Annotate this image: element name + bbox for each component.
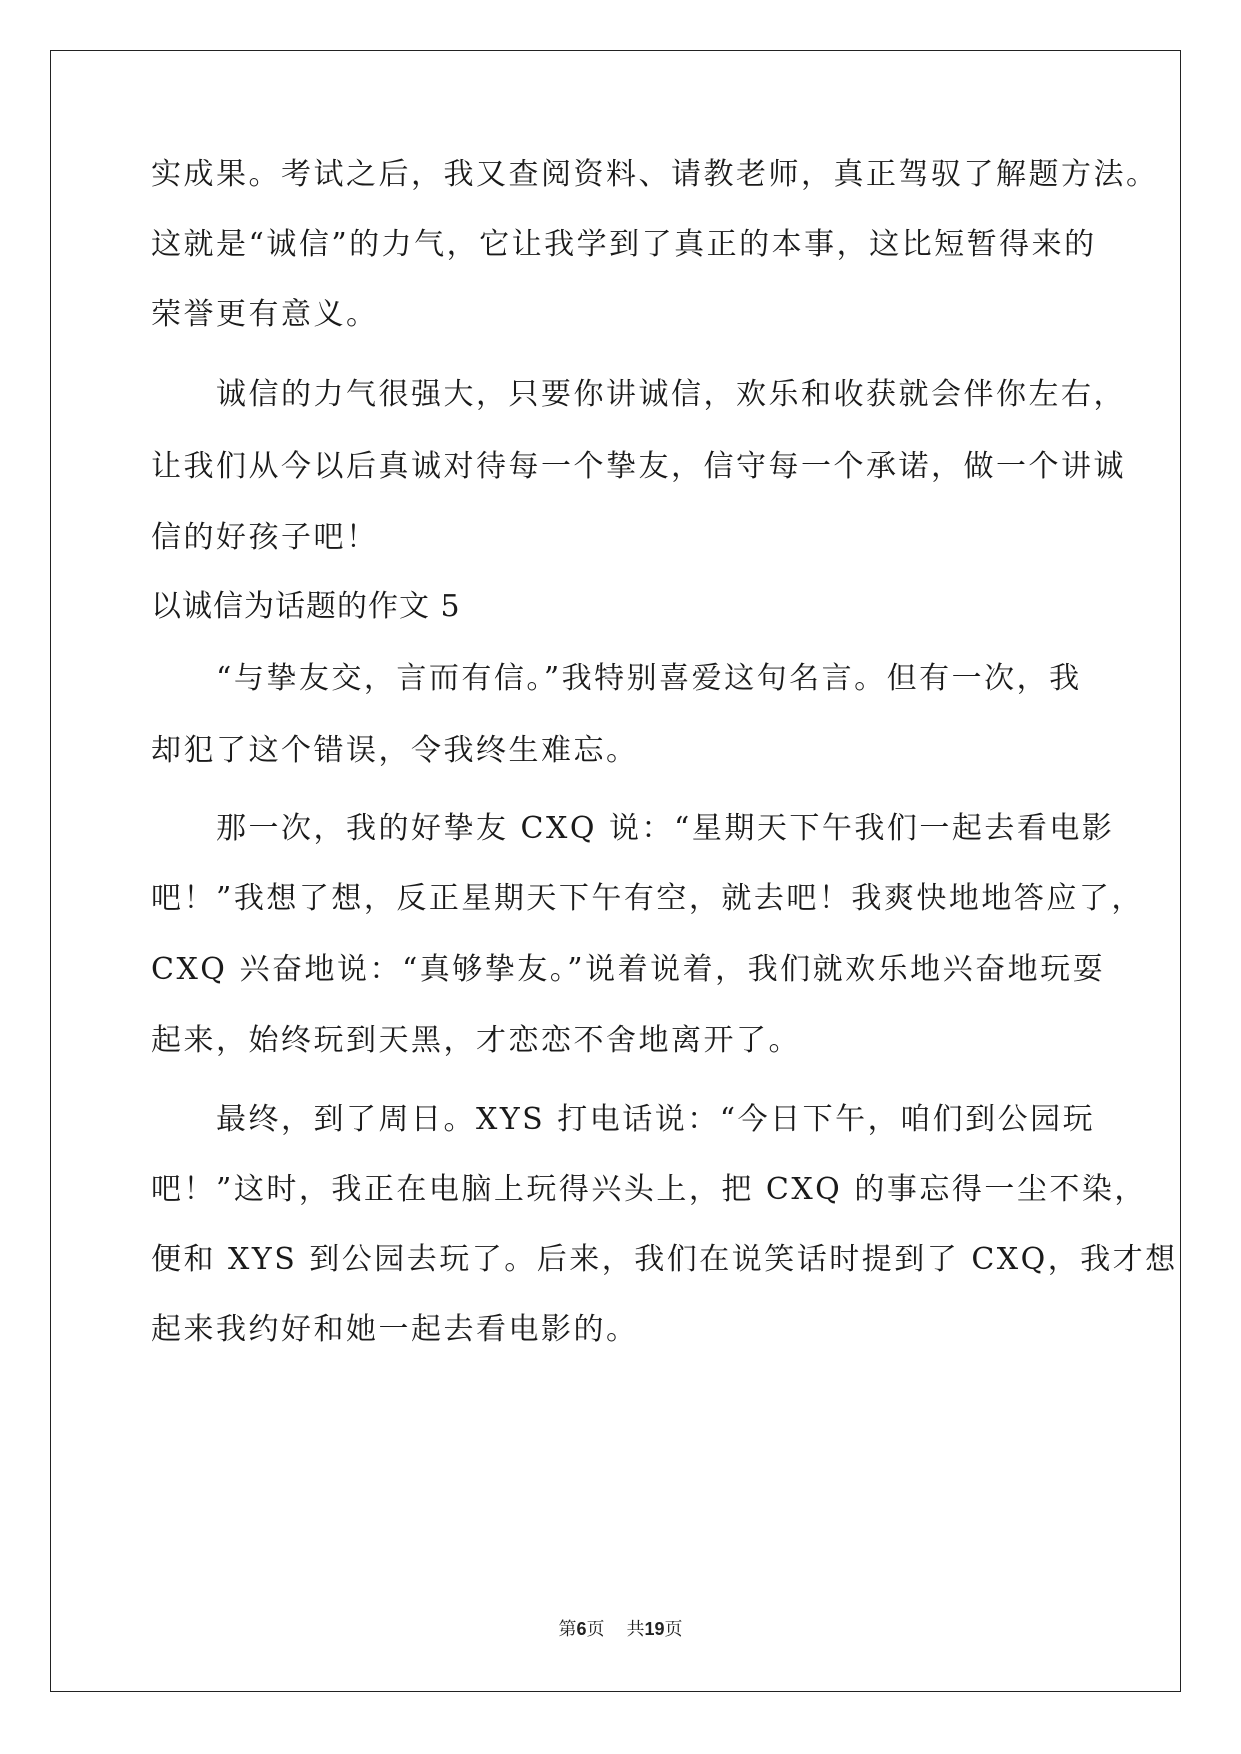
paragraph-line: 最终，到了周日。XYS 打电话说：“今日下午，咱们到公园玩 <box>216 1102 1096 1137</box>
paragraph-line: CXQ 兴奋地说：“真够挚友。”说着说着，我们就欢乐地兴奋地玩耍 <box>151 952 1106 987</box>
paragraph-line: 却犯了这个错误，令我终生难忘。 <box>151 733 639 768</box>
paragraph-line: 那一次，我的好挚友 CXQ 说：“星期天下午我们一起去看电影 <box>216 811 1115 846</box>
paragraph-line: 吧！”我想了想，反正星期天下午有空，就去吧！我爽快地地答应了， <box>151 881 1144 916</box>
paragraph-line: 起来我约好和她一起去看电影的。 <box>151 1312 639 1347</box>
paragraph-line: 让我们从今以后真诚对待每一个挚友，信守每一个承诺，做一个讲诚 <box>151 449 1126 484</box>
footer-total-prefix: 共 <box>626 1619 645 1640</box>
paragraph-line: 吧！”这时，我正在电脑上玩得兴头上，把 CXQ 的事忘得一尘不染， <box>151 1172 1147 1207</box>
paragraph-line: 信的好孩子吧！ <box>151 520 379 555</box>
paragraph-line: 荣誉更有意义。 <box>151 297 379 332</box>
footer-page-suffix: 页 <box>586 1619 605 1640</box>
paragraph-line: 实成果。考试之后，我又查阅资料、请教老师，真正驾驭了解题方法。 <box>151 157 1159 192</box>
paragraph-line: 起来，始终玩到天黑，才恋恋不舍地离开了。 <box>151 1023 801 1058</box>
paragraph-line: 便和 XYS 到公园去玩了。后来，我们在说笑话时提到了 CXQ，我才想 <box>151 1242 1178 1277</box>
paragraph-line: 这就是“诚信”的力气，它让我学到了真正的本事，这比短暂得来的 <box>151 227 1097 262</box>
footer-prefix: 第 <box>558 1619 577 1640</box>
total-pages-number: 19 <box>644 1619 665 1639</box>
current-page-number: 6 <box>576 1619 587 1639</box>
paragraph-line: “与挚友交，言而有信。”我特别喜爱这句名言。但有一次，我 <box>216 661 1082 696</box>
paragraph-line: 诚信的力气很强大，只要你讲诚信，欢乐和收获就会伴你左右， <box>216 377 1126 412</box>
footer-total-suffix: 页 <box>664 1619 683 1640</box>
page-footer <box>0 1617 1241 1642</box>
essay-heading: 以诚信为话题的作文 5 <box>151 589 461 624</box>
